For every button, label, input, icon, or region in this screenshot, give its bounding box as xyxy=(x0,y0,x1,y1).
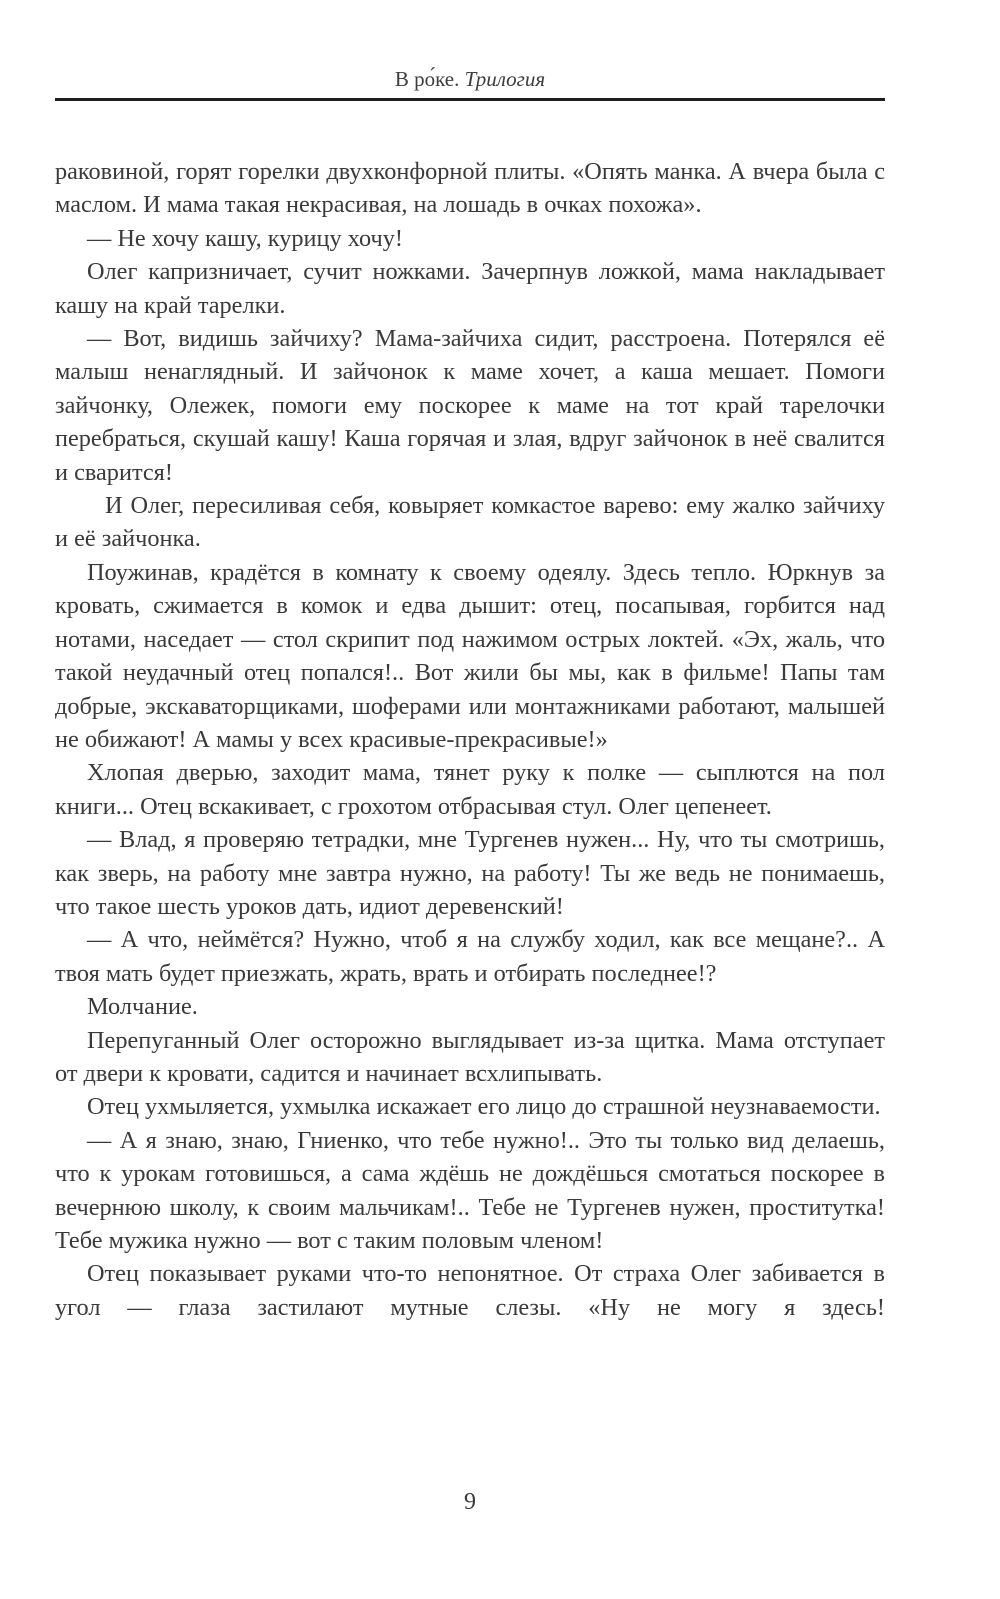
paragraph: И Олег, пересиливая себя, ковыряет комкастое варево: ему жалко зайчиху и её зайчонка. xyxy=(55,492,885,553)
paragraph: Олег капризничает, сучит ножками. Зачерпнув ложкой, мама накладывает кашу на край тарелки. xyxy=(55,258,885,319)
paragraph: Поужинав, крадётся в комнату к своему одеялу. Здесь тепло. Юркнув за кровать, сжимается в комок и едва дышит: отец, посапывая, горбится над нотами, наседает — стол скрипит под нажимом острых локтей. «Эх, жаль, что такой неудачный отец попался!.. Вот жили бы мы, как в фильме! Папы там добрые, экскаваторщиками, шоферами или монтажниками работают, малышей не обижают! А мамы у всех красивые-прекрасивые!» xyxy=(55,558,885,753)
paragraph: Хлопая дверью, заходит мама, тянет руку к полке — сыплются на пол книги... Отец вскакивает, с грохотом отбрасывая стул. Олег цепенеет. xyxy=(55,759,885,820)
running-header xyxy=(55,66,885,92)
book-subtitle: Трилогия xyxy=(464,67,546,91)
page-number: 9 xyxy=(464,1489,476,1515)
paragraph: — Вот, видишь зайчиху? Мама-зайчиха сидит, расстроена. Потерялся её малыш ненаглядный. И зайчонок к маме хочет, а каша мешает. Помоги зайчонку, Олежек, помоги ему поскорее к маме на тот край тарелочки перебраться, скушай кашу! Каша горячая и злая, вдруг зайчонок в неё свалится и сварится! xyxy=(55,325,885,486)
paragraph: Молчание. xyxy=(87,993,198,1021)
paragraph: раковиной, горят горелки двухконфорной плиты. «Опять манка. А вчера была с маслом. И мама такая некрасивая, на лошадь в очках похожа». xyxy=(55,158,885,219)
paragraph: Отец ухмыляется, ухмылка искажает его лицо до страшной неузнаваемости. xyxy=(87,1093,881,1121)
book-title: В ро́ке. xyxy=(394,67,460,91)
paragraph: — А я знаю, знаю, Гниенко, что тебе нужно!.. Это ты только вид делаешь, что к урокам готовишься, а сама ждёшь не дождёшься смотаться поскорее в вечернюю школу, к своим мальчикам!.. Тебе не Тургенев нужен, проститутка! Тебе мужика нужно — вот с таким половым членом! xyxy=(55,1126,885,1254)
paragraph: — Влад, я проверяю тетрадки, мне Тургенев нужен... Ну, что ты смотришь, как зверь, на работу мне завтра нужно, на работу! Ты же ведь не понимаешь, что такое шесть уроков дать, идиот деревенский! xyxy=(55,826,885,920)
header-rule xyxy=(55,98,885,101)
body-text xyxy=(55,155,885,1324)
paragraph: — Не хочу кашу, курицу хочу! xyxy=(87,224,403,252)
paragraph: — А что, неймётся? Нужно, чтоб я на службу ходил, как все мещане?.. А твоя мать будет приезжать, жрать, врать и отбирать последнее!? xyxy=(55,926,885,987)
paragraph: Перепуганный Олег осторожно выглядывает из-за щитка. Мама отступает от двери к кровати, садится и начинает всхлипывать. xyxy=(55,1026,885,1087)
paragraph: Отец показывает руками что-то непонятное. От страха Олег забивается в угол — глаза застилают мутные слезы. «Ну не могу я здесь! xyxy=(55,1260,885,1321)
